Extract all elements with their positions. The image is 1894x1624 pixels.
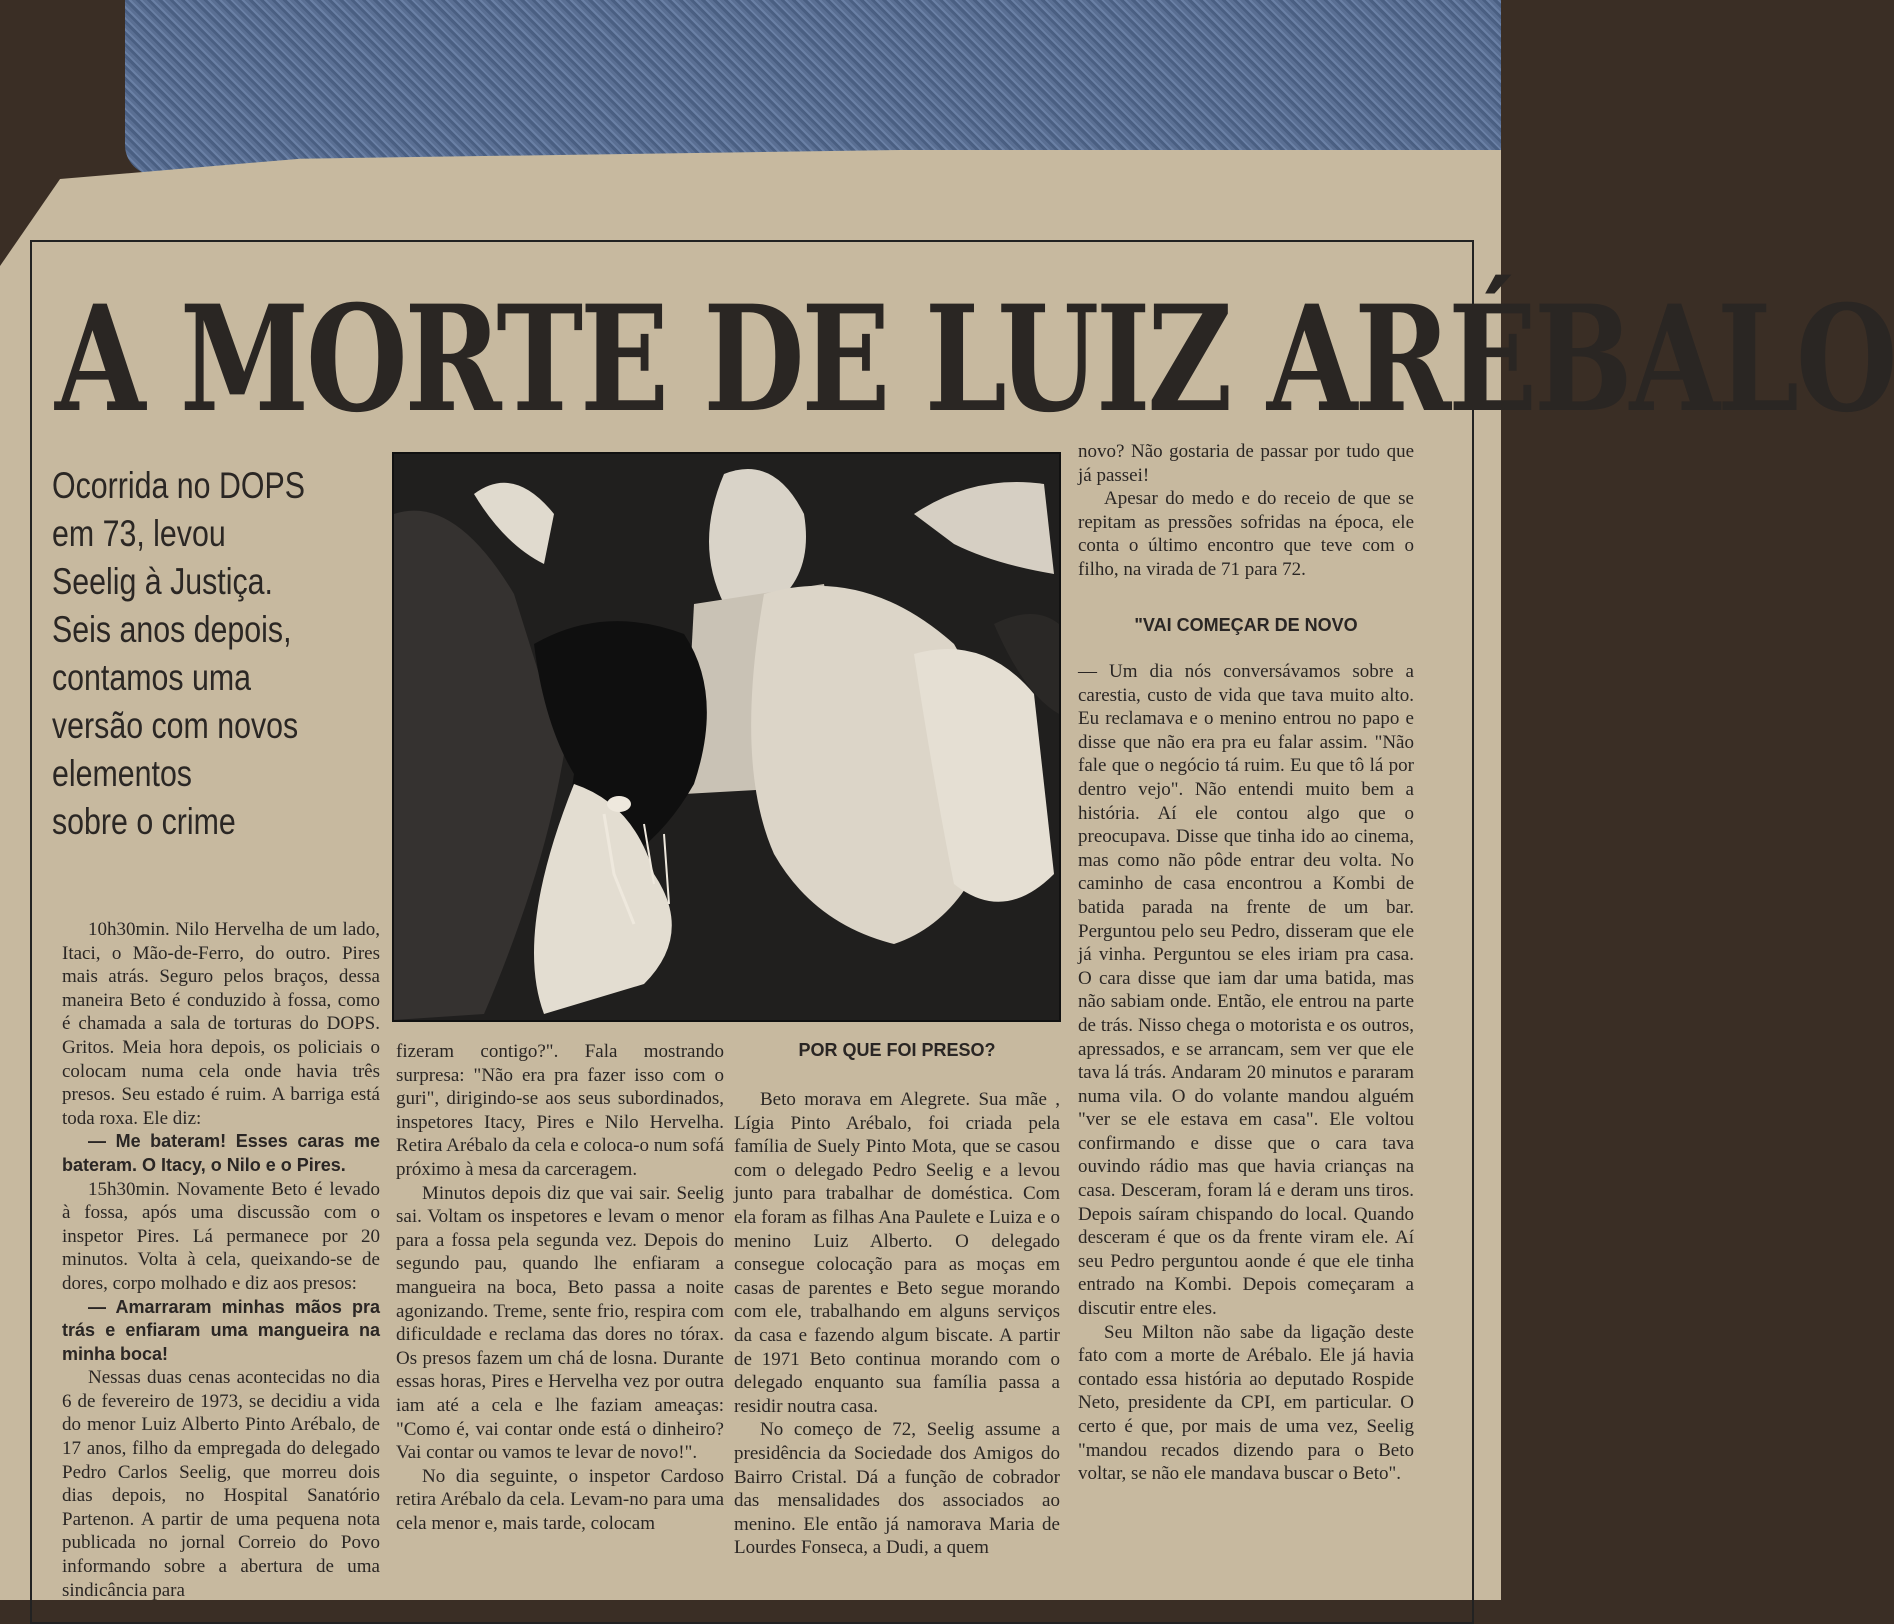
article-column-3	[734, 1088, 1060, 1560]
torture-illustration	[392, 452, 1061, 1022]
paragraph: Beto morava em Alegrete. Sua mãe , Lígia Pinto Arébalo, foi criada pela família de Suely Pinto Mota, que se casou com o delegado Pedro Seelig e a levou junto para trabalhar de doméstica. Com ela foram as filhas Ana Paulete e Luiza e o menino Luiz Alberto. O delegado consegue colocação para as moças em casas de parentes e Beto segue morando com ele, trabalhando em alguns serviços da casa e fazendo algum biscate. A partir de 1971 Beto continua morando com o delegado enquanto sua família passa a residir noutra casa.	[734, 1089, 1060, 1417]
paragraph: 10h30min. Nilo Hervelha de um lado, Itaci, o Mão-de-Ferro, do outro. Pires mais atrás. Seguro pelos braços, dessa maneira Beto é conduzido à fossa, como é chamada a sala de torturas do DOPS. Gritos. Meia hora depois, os policiais o colocam numa cela onde havia três presos. Seu estado é ruim. A barriga está toda roxa. Ele diz:	[62, 919, 380, 1129]
article-column-1	[62, 918, 380, 1602]
standfirst-line: Ocorrida no DOPS	[52, 465, 305, 506]
paragraph: novo? Não gostaria de passar por tudo que já passei!	[1078, 441, 1414, 486]
paragraph: Nessas duas cenas acontecidas no dia 6 de fevereiro de 1973, se decidiu a vida do menor Luiz Alberto Pinto Arébalo, de 17 anos, filho da empregada do delegado Pedro Carlos Seelig, que morreu dois dias depois, no Hospital Sanatório Partenon. A partir de uma pequena nota publicada no jornal Correio do Povo informando sobre a abertura de uma sindicância para	[62, 1367, 380, 1601]
paragraph: No começo de 72, Seelig assume a presidência da Sociedade dos Amigos do Bairro Cristal. Dá a função de cobrador das mensalidades dos associados ao menino. Ele então já namorava Maria de Lourdes Fonseca, a Dudi, a quem	[734, 1419, 1060, 1559]
paragraph: Apesar do medo e do receio de que se repitam as pressões sofridas na época, ele conta o último encontro que teve com o filho, na virada de 71 para 72.	[1078, 488, 1414, 580]
headline: A MORTE DE LUIZ ARÉBALO	[55, 274, 1894, 445]
standfirst-line: contamos uma	[52, 657, 251, 698]
subheading-why-arrested: POR QUE FOI PRESO?	[798, 1040, 996, 1060]
article-column-2	[396, 1040, 724, 1535]
standfirst-line: em 73, levou	[52, 513, 226, 554]
quote-paragraph: — Amarraram minhas mãos pra trás e enfiaram uma mangueira na minha boca!	[62, 1296, 380, 1364]
standfirst-line: versão com novos	[52, 705, 299, 746]
paragraph: — Um dia nós conversávamos sobre a carestia, custo de vida que tava muito alto. Eu reclamava e o menino entrou no papo e disse que não era pra eu falar assim. "Não fale que o negócio tá ruim. Eu que tô lá por dentro vejo". Não entendi muito bem a história. Aí ele contou algo que o preocupava. Disse que tinha ido ao cinema, mas como não pôde entrar deu volta. No caminho de casa encontrou a Kombi de batida parada na frente de um bar. Perguntou pelo seu Pedro, disseram que ele já vinha. Perguntou se eles iriam pra casa. O cara disse que iam dar uma batida, mas não sabiam onde. Então, ele entrou na parte de trás. Nisso chega o motorista e os outros, apressados, e se arrancam, sem ver que ele tava lá trás. Andaram 20 minutos e pararam numa vila. O do volante mandou alguém "ver se ele estava em casa". Ele voltou confirmando e disse que o cara tava ouvindo rádio mas que havia crianças na casa. Desceram, foram lá e deram uns tiros. Depois saíram chispando do local. Quando desceram é que os da frente viram ele. Aí seu Pedro perguntou aonde é que ele tinha entrado na Kombi. Depois começaram a discutir entre eles.	[1078, 661, 1414, 1320]
quote-paragraph: — Me bateram! Esses caras me bateram. O Itacy, o Nilo e o Pires.	[62, 1131, 380, 1175]
paragraph: Seu Milton não sabe da ligação deste fato com a morte de Arébalo. Ele já havia contado essa história ao deputado Rospide Neto, presidente da CPI, em particular. O certo é que, por mais de uma vez, Seelig "mandou recados dizendo para o Beto voltar, se não ele mandava buscar o Beto".	[1078, 1321, 1414, 1485]
standfirst-line: Seelig à Justiça.	[52, 561, 273, 602]
article-column-4-top	[1078, 440, 1414, 582]
standfirst	[52, 462, 305, 846]
subheading-start-again: "VAI COMEÇAR DE NOVO	[1134, 615, 1358, 635]
standfirst-line: elementos	[52, 753, 192, 794]
standfirst-line: sobre o crime	[52, 801, 236, 842]
standfirst-line: Seis anos depois,	[52, 609, 292, 650]
paragraph: fizeram contigo?". Fala mostrando surpresa: "Não era pra fazer isso com o guri", dirigindo-se aos seus subordinados, inspetores Itacy, Pires e Nilo Hervelha. Retira Arébalo da cela e coloca-o num sofá próximo à mesa da carceragem.	[396, 1041, 724, 1180]
article-column-4-bottom	[1078, 660, 1414, 1486]
paragraph: 15h30min. Novamente Beto é levado à fossa, após uma discussão com o inspetor Pires. Lá permanece por 20 minutos. Volta à cela, queixando-se de dores, corpo molhado e diz aos presos:	[62, 1178, 380, 1294]
paragraph: No dia seguinte, o inspetor Cardoso retira Arébalo da cela. Levam-no para uma cela menor e, mais tarde, colocam	[396, 1465, 724, 1534]
background-cushion	[125, 0, 1501, 175]
paragraph: Minutos depois diz que vai sair. Seelig sai. Voltam os inspetores e levam o menor para a fossa pela segunda vez. Depois do segundo pau, quando lhe enfiaram a mangueira na boca, Beto passa a noite agonizando. Treme, sente frio, respira com dificuldade e reclama das dores no tórax. Os presos fazem um chá de losna. Durante essas horas, Pires e Hervelha vez por outra iam até a cela e lhe faziam ameaças: "Como é, vai contar onde está o dinheiro? Vai contar ou vamos te levar de novo!".	[396, 1182, 724, 1464]
